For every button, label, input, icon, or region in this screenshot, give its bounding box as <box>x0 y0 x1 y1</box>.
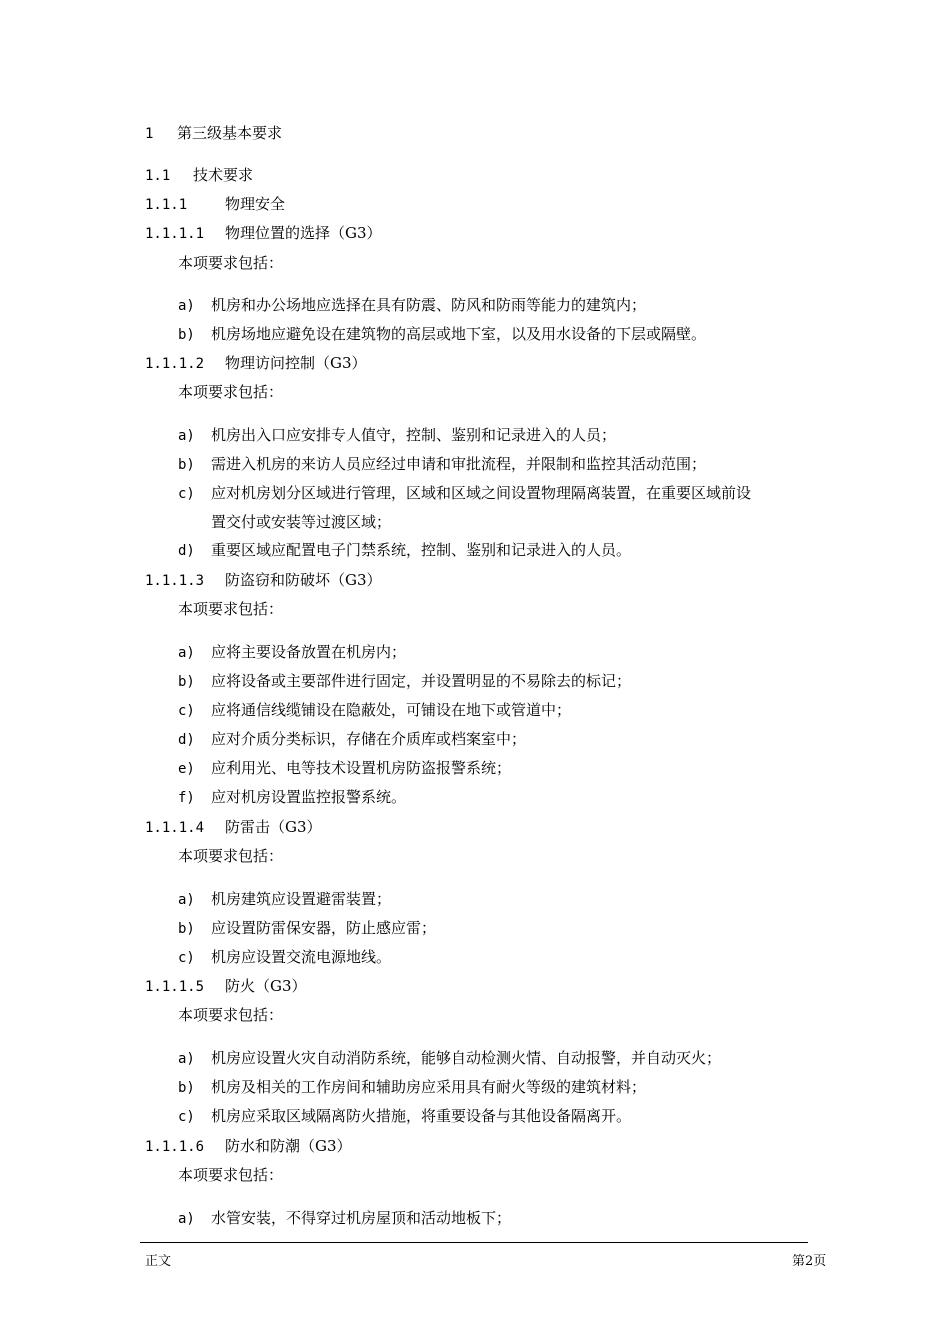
list-item <box>178 667 818 696</box>
section-title: 防水和防潮（G3） <box>225 1137 352 1155</box>
item-text: 应将主要设备放置在机房内； <box>211 643 407 661</box>
item-text: 机房应设置火灾自动消防系统，能够自动检测火情、自动报警，并自动灭火； <box>211 1049 722 1067</box>
heading-title: 技术要求 <box>193 166 254 184</box>
item-label: c) <box>178 950 195 966</box>
item-text: 应对机房划分区域进行管理，区域和区域之间设置物理隔离装置，在重要区域前设 <box>211 484 752 502</box>
list-item <box>178 638 818 667</box>
heading-title: 物理安全 <box>225 195 286 213</box>
list-item <box>178 1102 818 1131</box>
item-label: b) <box>178 674 195 690</box>
item-text: 应将通信线缆铺设在隐蔽处，可铺设在地下或管道中； <box>211 701 572 719</box>
footer-section-label: 正文 <box>145 1254 172 1269</box>
item-label: f) <box>178 790 195 806</box>
item-label: a) <box>178 428 195 444</box>
item-label: b) <box>178 921 195 937</box>
item-text: 重要区域应配置电子门禁系统，控制、鉴别和记录进入的人员。 <box>211 541 632 559</box>
footer-divider <box>140 1242 808 1243</box>
item-label: d) <box>178 543 195 559</box>
list-item <box>178 783 818 812</box>
heading-level-2 <box>145 164 253 185</box>
list-item <box>178 754 818 783</box>
section-number: 1.1.1.2 <box>145 356 205 372</box>
section-number: 1.1.1.5 <box>145 979 205 995</box>
heading-number: 1 <box>145 126 154 142</box>
section-intro: 本项要求包括： <box>178 1006 284 1024</box>
list-item <box>178 1044 818 1073</box>
item-text: 机房应设置交流电源地线。 <box>211 948 392 966</box>
section-intro: 本项要求包括： <box>178 847 284 865</box>
section-heading <box>145 352 367 373</box>
item-label: b) <box>178 1080 195 1096</box>
section-heading <box>145 975 307 996</box>
item-text: 水管安装，不得穿过机房屋顶和活动地板下； <box>211 1209 512 1227</box>
section-number: 1.1.1.4 <box>145 820 205 836</box>
section-heading <box>145 1135 352 1156</box>
item-label: b) <box>178 457 195 473</box>
item-text: 机房场地应避免设在建筑物的高层或地下室，以及用水设备的下层或隔壁。 <box>211 325 707 343</box>
list-item <box>178 1204 818 1233</box>
list-item <box>178 885 818 914</box>
list-item <box>178 291 818 320</box>
list-item <box>178 479 818 536</box>
list-item <box>178 696 818 725</box>
item-label: a) <box>178 645 195 661</box>
item-label: c) <box>178 486 195 502</box>
section-number: 1.1.1.3 <box>145 573 205 589</box>
section-title: 防火（G3） <box>225 977 307 995</box>
section-intro: 本项要求包括： <box>178 1166 284 1184</box>
section-intro: 本项要求包括： <box>178 254 284 272</box>
item-text: 机房建筑应设置避雷装置； <box>211 890 392 908</box>
section-title: 物理访问控制（G3） <box>225 354 367 372</box>
item-text-continuation: 置交付或安装等过渡区域； <box>211 513 392 531</box>
item-text: 应对机房设置监控报警系统。 <box>211 788 407 806</box>
item-label: c) <box>178 703 195 719</box>
heading-level-3 <box>145 193 285 214</box>
heading-number: 1.1.1 <box>145 197 188 213</box>
item-label: a) <box>178 1051 195 1067</box>
heading-level-1 <box>145 122 282 143</box>
section-title: 物理位置的选择（G3） <box>225 224 382 242</box>
item-text: 应将设备或主要部件进行固定，并设置明显的不易除去的标记； <box>211 672 632 690</box>
item-text: 应对介质分类标识，存储在介质库或档案室中； <box>211 730 527 748</box>
list-item <box>178 536 818 565</box>
section-number: 1.1.1.6 <box>145 1139 205 1155</box>
item-label: a) <box>178 298 195 314</box>
list-item <box>178 943 818 972</box>
heading-number: 1.1 <box>145 168 171 184</box>
item-label: a) <box>178 892 195 908</box>
item-label: e) <box>178 761 195 777</box>
section-title: 防雷击（G3） <box>225 818 322 836</box>
item-text: 应设置防雷保安器，防止感应雷； <box>211 919 437 937</box>
item-label: a) <box>178 1211 195 1227</box>
item-text: 机房和办公场地应选择在具有防震、防风和防雨等能力的建筑内； <box>211 296 647 314</box>
section-intro: 本项要求包括： <box>178 383 284 401</box>
section-number: 1.1.1.1 <box>145 226 205 242</box>
section-heading <box>145 222 382 243</box>
item-text: 需进入机房的来访人员应经过申请和审批流程，并限制和监控其活动范围； <box>211 455 707 473</box>
list-item <box>178 450 818 479</box>
item-label: b) <box>178 327 195 343</box>
item-text: 机房及相关的工作房间和辅助房应采用具有耐火等级的建筑材料； <box>211 1078 647 1096</box>
list-item <box>178 1073 818 1102</box>
item-text: 机房出入口应安排专人值守，控制、鉴别和记录进入的人员； <box>211 426 617 444</box>
item-label: d) <box>178 732 195 748</box>
item-text: 应利用光、电等技术设置机房防盗报警系统； <box>211 759 512 777</box>
list-item <box>178 320 818 349</box>
section-title: 防盗窃和防破坏（G3） <box>225 571 382 589</box>
list-item <box>178 725 818 754</box>
heading-title: 第三级基本要求 <box>177 124 283 142</box>
section-heading <box>145 569 382 590</box>
list-item <box>178 421 818 450</box>
item-text: 机房应采取区域隔离防火措施，将重要设备与其他设备隔离开。 <box>211 1107 632 1125</box>
list-item <box>178 914 818 943</box>
item-label: c) <box>178 1109 195 1125</box>
section-heading <box>145 816 322 837</box>
section-intro: 本项要求包括： <box>178 600 284 618</box>
page-number: 第2页 <box>792 1254 827 1269</box>
